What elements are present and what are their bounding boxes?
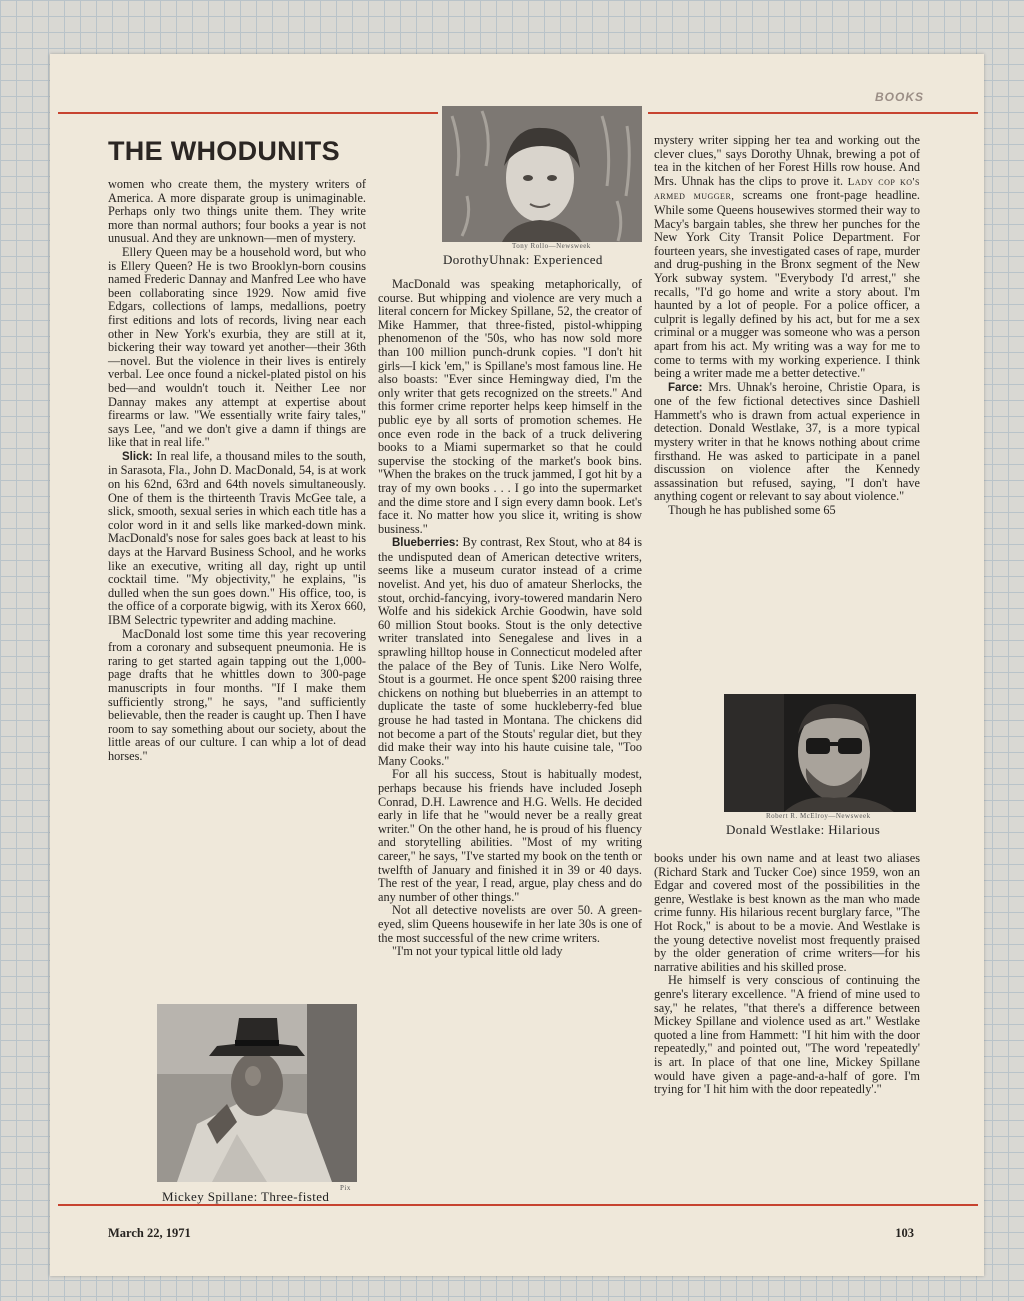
- dorothy-uhnak-photo: [442, 106, 642, 242]
- paragraph-text: By contrast, Rex Stout, who at 84 is the undisputed dean of American detective writers, seems like a museum curator instead of a crime novelist. And yet, his duo of amateur Sherlocks, the stout, orchid-fancying, ivory-towered mandarin Nero Wolfe and his sidekick Archie Goodwin, have sold 60 million Stout books. Stout is the only detective writer translated into Senegalese and lives in a sprawling hilltop house in Connecticut modeled after the palace of the Bey of Tunis. Like Nero Wolfe, Stout is a gourmet. He once spent $200 raising three chickens on nothing but blueberries in an attempt to duplicate the taste of some huckleberry-fed blue grouse he had tasted in Montana. The chickens did not become a part of the Stouts' regular diet, but they did make their way into his haute cuisine tale, "Too Many Cooks.": [378, 535, 642, 768]
- photo-credit: Pix: [340, 1184, 351, 1192]
- column-2: [378, 278, 642, 959]
- photo-caption: DorothyUhnak: Experienced: [443, 252, 603, 267]
- paragraph-text: In real life, a thousand miles to the south, in Sarasota, Fla., John D. MacDonald, 54, is at work on his 62nd, 63rd and 64th novels simultaneously. One of them is the thirteenth Travis McGee tale, a slick, smooth, sexual series in which each title has a color word in it and sells like marked-down mink. MacDonald's nose for sales goes back at least to his days at the Harvard Business School, and he works like an executive, writing all day, right up until cocktail time. "My objectivity," he explains, "is dulled when the sun goes down." His office, too, is the office of a corporate bigwig, with its Xerox 660, IBM Selectric typewriter and adding machine.: [108, 448, 366, 627]
- subhead-slick: Slick:: [122, 450, 153, 463]
- donald-westlake-photo: [724, 694, 916, 812]
- paragraph-text: mystery writer sipping her tea and working out the clever clues," says Dorothy Uhnak, brewing a pot of tea in the kitchen of her Forest Hills row house. And Mrs. Uhnak has the clips to prove it.: [654, 133, 920, 188]
- photo-caption: Mickey Spillane: Three-fisted: [162, 1189, 330, 1204]
- paragraph-text: Mrs. Uhnak's heroine, Christie Opara, is one of the few fictional detectives since Dashiell Hammett's who is drawn from actual experience in detection. Donald Westlake, 37, is a more typical mystery writer in that he knows nothing about crime firsthand. He was asked to participate in a panel discussion on violence after the Kennedy assassination but refused, saying, "I don't have anything cogent or relevant to say about violence.": [654, 379, 920, 504]
- paragraph: MacDonald was speaking metaphorically, of course. But whipping and violence are very much a literal concern for Mickey Spillane, 52, the creator of Mike Hammer, that three-fisted, pistol-whipping phenomenon of the '50s, who has now sold more than 100 million punch-drunk copies. "I don't hit girls—I kick 'em," is Spillane's most famous line. He also boasts: "Ever since Hemingway died, I'm the only writer that gets recognized on the streets." And this former crime reporter helps keep himself in the public eye by all sorts of promotion schemes. He once even rode in the back of a truck delivering books to a Miami supermarket so that he could supervise the stocking of the market's book bins. "When the brakes on the truck jammed, I got hit by a tray of my own books . . . I go into the supermarket and the dime store and I sign every damn book. Let's face it. No matter how you slice it, writing is show business.": [378, 277, 642, 536]
- issue-date: March 22, 1971: [108, 1226, 191, 1240]
- paragraph: Not all detective novelists are over 50. A green-eyed, slim Queens housewife in her late 30s is one of the most successful of the new crime writers.: [378, 903, 642, 945]
- column-3: [654, 134, 920, 518]
- paragraph: Though he has published some 65: [668, 503, 836, 518]
- paragraph: For all his success, Stout is habitually modest, perhaps because his friends have included Joseph Conrad, D.H. Lawrence and H.G. Wells. He decided early in life that he "would never be a really great writer." On the other hand, he is proud of his fluency and storytelling abilities. "Most of my writing career," he says, "I've started my book on the tenth or twelfth of January and finished it in 39 or 40 days. The rest of the year, I read, argue, play chess and do any number of other things.": [378, 767, 642, 904]
- paragraph: Ellery Queen may be a household word, but who is Ellery Queen? He is two Brooklyn-born cousins named Frederic Dannay and Manfred Lee who have been collaborating since 1929. Now amid five Edgars, collections of lamps, medallions, poetry first editions and lots of records, living near each other in New York's exurbia, they are still at it, bickering their way toward yet another—their 36th—novel. But the violence in their lives is entirely verbal. Lee once found a nickel-plated pistol on his bed—and wouldn't touch it. Neither Lee nor Dannay makes any attempt at expertise about firearms or law. "We essentially write fairy tales," says Lee, "and we don't give a damn if things are like that in real life.": [108, 244, 366, 450]
- top-rule-right: [648, 112, 978, 114]
- paragraph: books under his own name and at least two aliases (Richard Stark and Tucker Coe) since 1959, won an Edgar and covered most of the possibilities in the genre, Westlake is best known as the man who made crime funny. His hilarious recent burglary farce, "The Hot Rock," is about to be a movie. And Westlake is the young detective novelist most frequently praised by the older generation of crime writers—for his narrative abilities and his skilled prose.: [654, 851, 920, 974]
- magazine-page: [50, 54, 984, 1276]
- paragraph: He himself is very conscious of continuing the genre's literary excellence. "A friend of mine used to say," he relates, "that there's a difference between Mickey Spillane and violence used as art." Westlake quoted a line from Hammett: "I hit him with the door repeatedly," and pointed out, "The word 'repeatedly' is art. In place of that one line, Mickey Spillane would have given a page-and-a-half of gore. I'm trying for 'I hit him with the door repeatedly'.": [654, 973, 920, 1097]
- column-3-continued: [654, 852, 920, 1097]
- photo-credit: Robert R. McElroy—Newsweek: [766, 812, 871, 820]
- headline-quote: Lady cop ko's armed mugger,: [654, 175, 920, 203]
- mickey-spillane-photo: [157, 1004, 357, 1182]
- paragraph-text: screams one front-page headline. While some Queens housewives stormed their way to Macy's bargain tables, she threw her punches for the New York City Transit Police Department. For fourteen years, she investigated cases of rape, murder and drug-pushing in the Bronx segment of the New York subway system. "Everybody I'd arrest," she recalls, "I'd go home and write a story about. I'm haunted by a lot of people. For a police officer, a culprit is legally defined by his act, but for me a sex criminal or a mugger was someone who was a person apart from his act. My writing was a way for me to come to terms with my working experience. I think being a writer made me a better detective.": [654, 188, 920, 381]
- paragraph: women who create them, the mystery writers of America. A more disparate group is unimaginable. Perhaps only two things unite them. They write more than normal authors; four books a year is not unusual. And they are unknown—men of mystery.: [108, 177, 366, 246]
- top-rule-left: [58, 112, 438, 114]
- subhead-blueberries: Blueberries:: [392, 537, 460, 550]
- page-number: 103: [895, 1226, 914, 1240]
- headline: THE WHODUNITS: [108, 136, 340, 166]
- photo-caption: Donald Westlake: Hilarious: [726, 822, 881, 837]
- bottom-rule: [58, 1204, 978, 1206]
- column-1: [108, 178, 366, 764]
- subhead-farce: Farce:: [668, 381, 703, 394]
- paragraph: MacDonald lost some time this year recovering from a coronary and subsequent pneumonia. He is raring to get started again tapping out the 1,000-page drafts that he whittles down to 300-page manuscripts in four months. "If I make them sufficiently strong," he says, "and sufficiently believable, then the reader is caught up. Then I have room to say something about our society, about the little areas of our culture. I can whip a lot of dead horses.": [108, 626, 366, 763]
- section-label: BOOKS: [874, 90, 924, 104]
- paragraph: "I'm not your typical little old lady: [392, 944, 563, 959]
- photo-credit: Tony Rollo—Newsweek: [512, 242, 591, 250]
